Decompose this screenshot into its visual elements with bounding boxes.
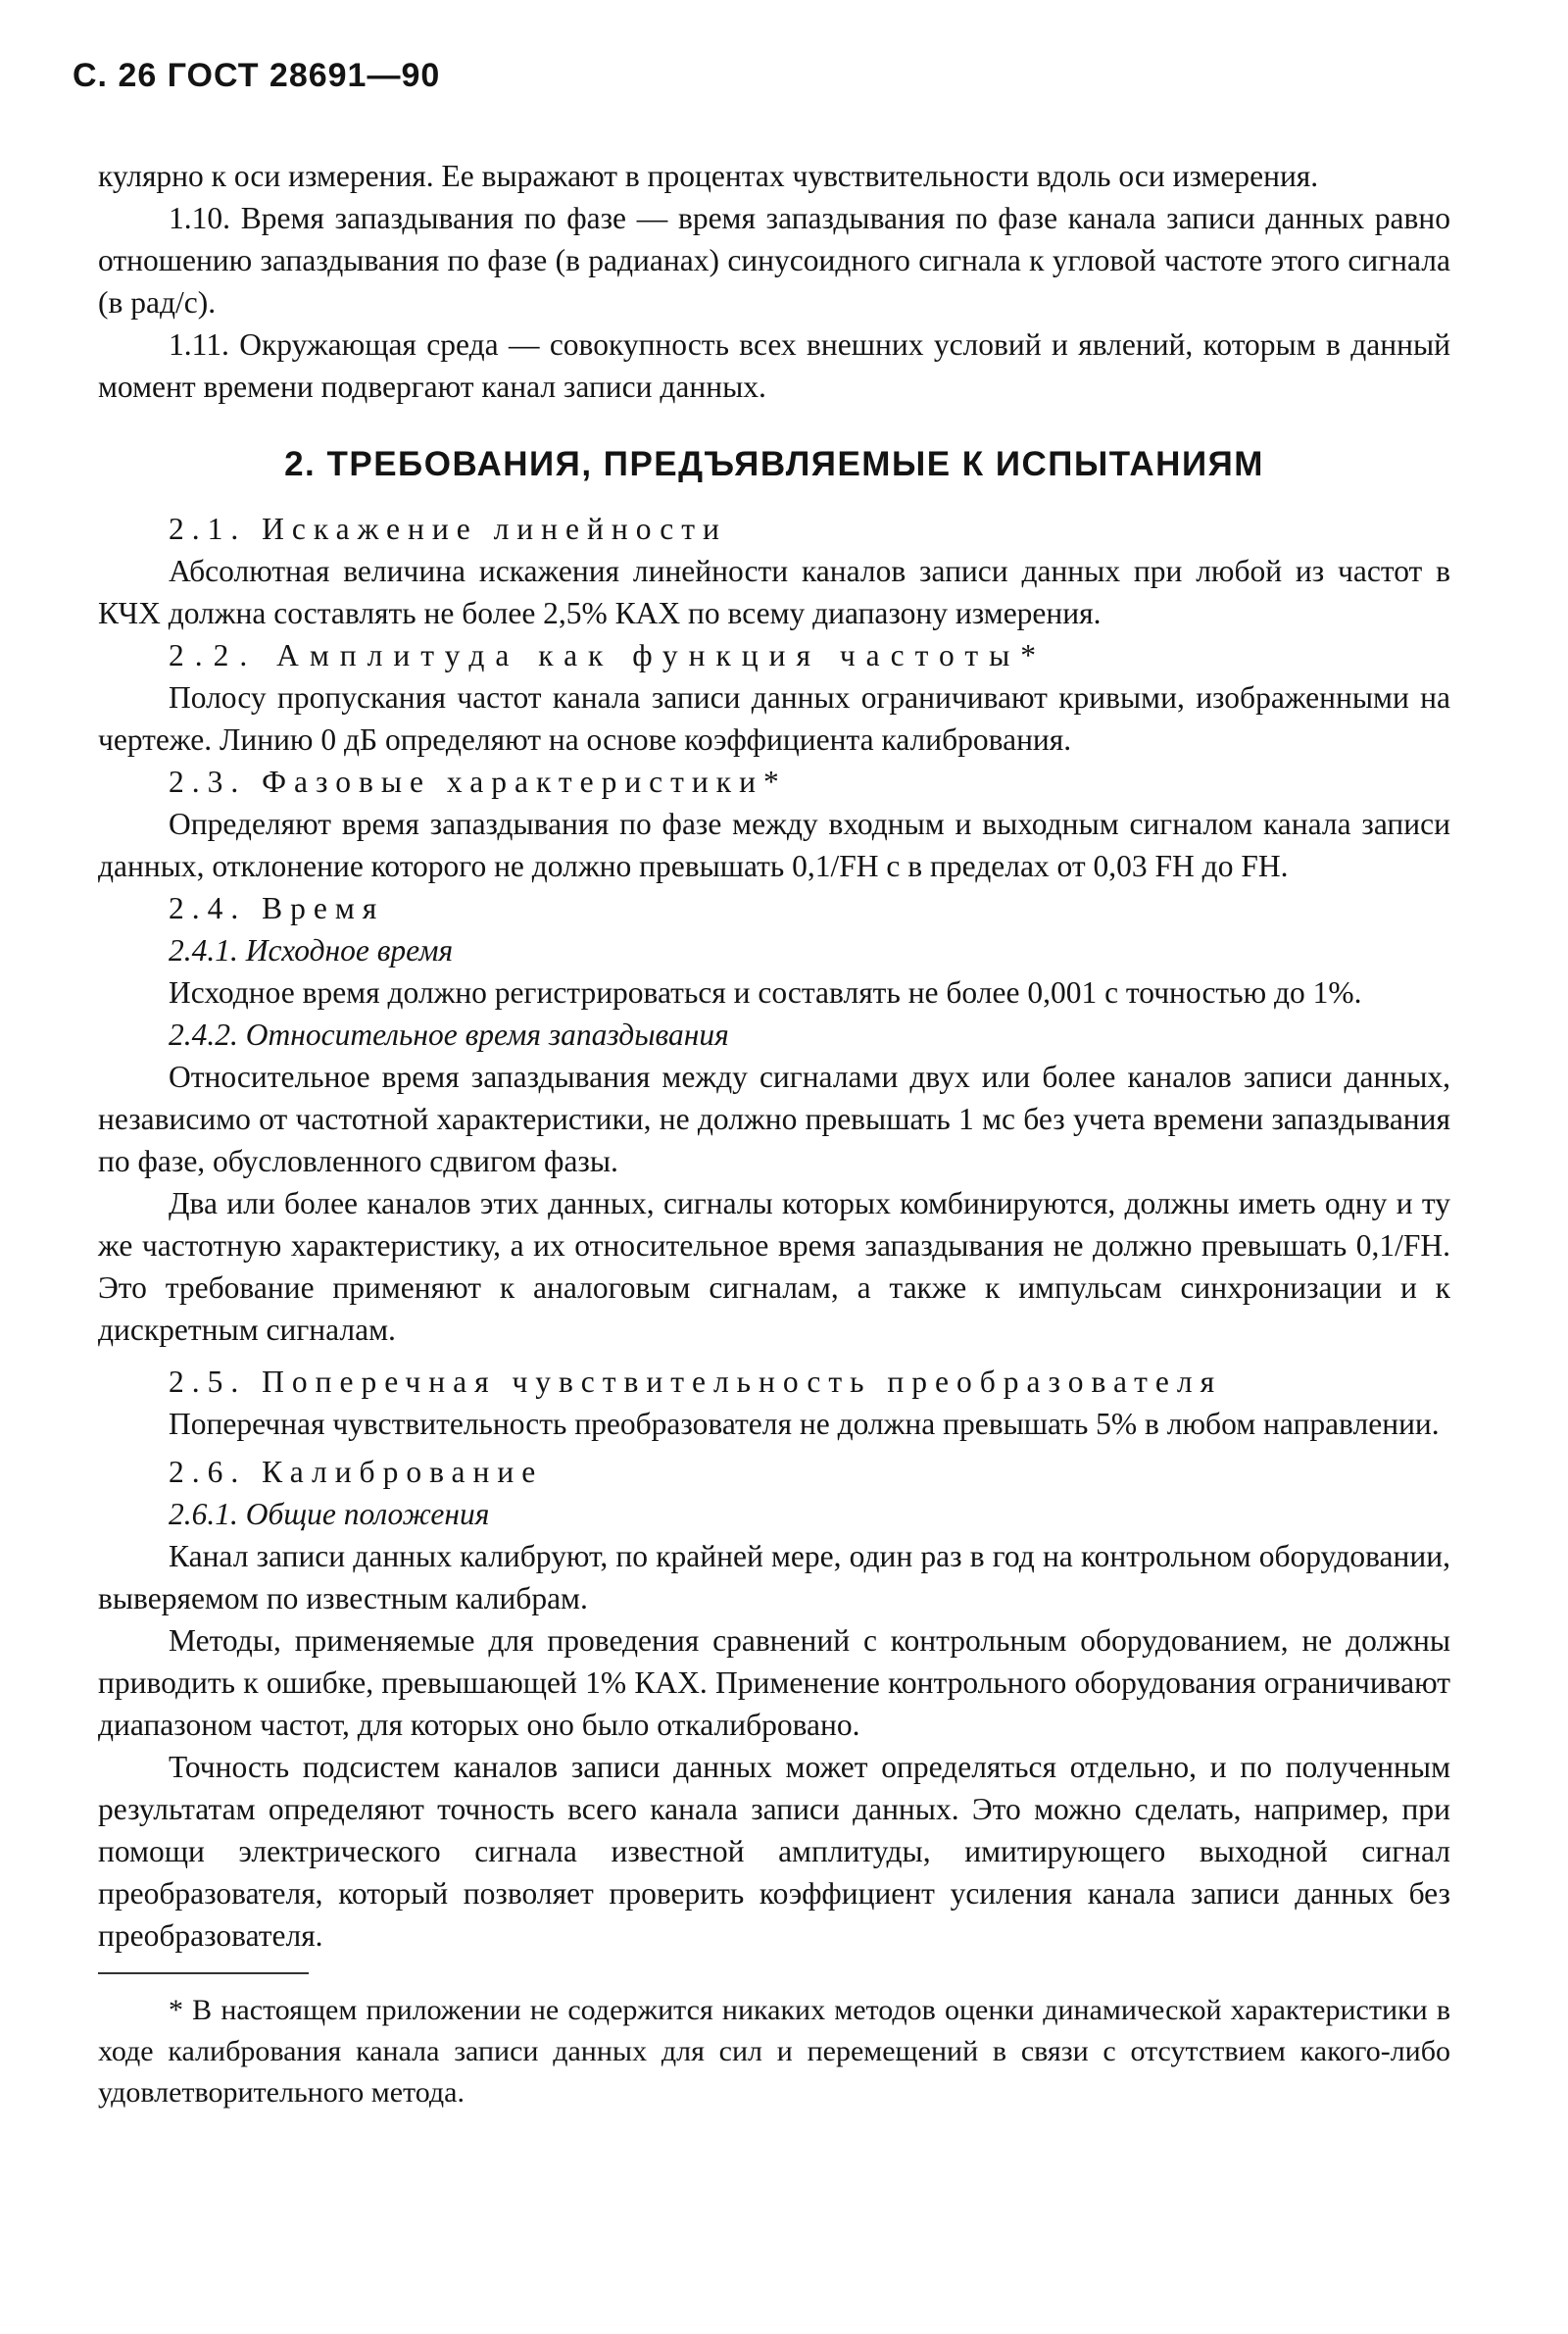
heading-2-4: 2.4. Время <box>169 891 385 925</box>
section-2-body <box>98 508 1450 1957</box>
heading-2-6: 2.6. Калибрование <box>169 1455 544 1489</box>
heading-2-4-1: 2.4.1. Исходное время <box>169 933 454 968</box>
intro-block <box>98 155 1450 408</box>
definition-1-10: 1.10. Время запаздывания по фазе — время запаздывания по фазе канала записи данных равно отношению запаздывания по фазе (в радианах) синусоидного сигнала к угловой частоте этого сигнала (в рад/с). <box>98 201 1450 320</box>
text-2-2: Полосу пропускания частот канала записи данных ограничивают кривыми, изображенными на чертеже. Линию 0 дБ определяют на основе коэффициента калибрования. <box>98 680 1450 757</box>
heading-2-2: 2.2. Амплитуда как функция частоты* <box>169 638 1048 672</box>
heading-2-4-2: 2.4.2. Относительное время запаздывания <box>169 1018 729 1052</box>
text-2-6-1-p2: Методы, применяемые для проведения сравнений с контрольным оборудованием, не должны приводить к ошибке, превышающей 1% КАХ. Применение контрольного оборудования ограничивают диапазоном частот, для которых оно было откалибровано. <box>98 1623 1450 1742</box>
heading-2-3: 2.3. Фазовые характеристики* <box>169 765 787 799</box>
page-header: С. 26 ГОСТ 28691—90 <box>73 57 441 94</box>
heading-2-6-1: 2.6.1. Общие положения <box>169 1497 490 1531</box>
text-2-6-1-p1: Канал записи данных калибруют, по крайней мере, один раз в год на контрольном оборудовании, выверяемом по известным калибрам. <box>98 1539 1450 1615</box>
footnote-divider <box>98 1972 309 1974</box>
text-2-4-1: Исходное время должно регистрироваться и составлять не более 0,001 с точностью до 1%. <box>169 975 1362 1010</box>
intro-paragraph-1: кулярно к оси измерения. Ее выражают в процентах чувствительности вдоль оси измерения. <box>98 159 1319 193</box>
text-2-1: Абсолютная величина искажения линейности каналов записи данных при любой из частот в КЧХ должна составлять не более 2,5% КАХ по всему диапазону измерения. <box>98 554 1450 630</box>
text-2-4-2-continued: Два или более каналов этих данных, сигналы которых комбинируются, должны иметь одну и ту же частотную характеристику, а их относительное время запаздывания не должно превышать 0,1/FН. Это требование применяют к аналоговым сигналам, а также к импульсам синхронизации и к дискретным сигналам. <box>98 1186 1450 1347</box>
heading-2-5: 2.5. Поперечная чувствительность преобразователя <box>169 1365 1223 1399</box>
heading-2-1: 2.1. Искажение линейности <box>169 512 727 546</box>
footnote-text: * В настоящем приложении не содержится никаких методов оценки динамической характеристики в ходе калибрования канала записи данных для сил и перемещений в связи с отсутствием какого-либо удовлетворительного метода. <box>98 1994 1450 2109</box>
text-2-4-2: Относительное время запаздывания между сигналами двух или более каналов записи данных, независимо от частотной характеристики, не должно превышать 1 мс без учета времени запаздывания по фазе, обусловленного сдвигом фазы. <box>98 1060 1450 1178</box>
text-2-6-1-p3: Точность подсистем каналов записи данных может определяться отдельно, и по полученным результатам определяют точность всего канала записи данных. Это можно сделать, например, при помощи электрического сигнала известной амплитуды, имитирующего выходной сигнал преобразователя, который позволяет проверить коэффициент усиления канала записи данных без преобразователя. <box>98 1750 1450 1953</box>
text-2-5: Поперечная чувствительность преобразователя не должна превышать 5% в любом направлении. <box>169 1407 1440 1441</box>
footnote <box>98 1990 1450 2113</box>
section-2-title: 2. ТРЕБОВАНИЯ, ПРЕДЪЯВЛЯЕМЫЕ К ИСПЫТАНИЯМ <box>284 445 1264 483</box>
definition-1-11: 1.11. Окружающая среда — совокупность всех внешних условий и явлений, которым в данный момент времени подвергают канал записи данных. <box>98 327 1450 404</box>
text-2-3: Определяют время запаздывания по фазе между входным и выходным сигналом канала записи данных, отклонение которого не должно превышать 0,1/FН с в пределах от 0,03 FН до FН. <box>98 807 1450 883</box>
